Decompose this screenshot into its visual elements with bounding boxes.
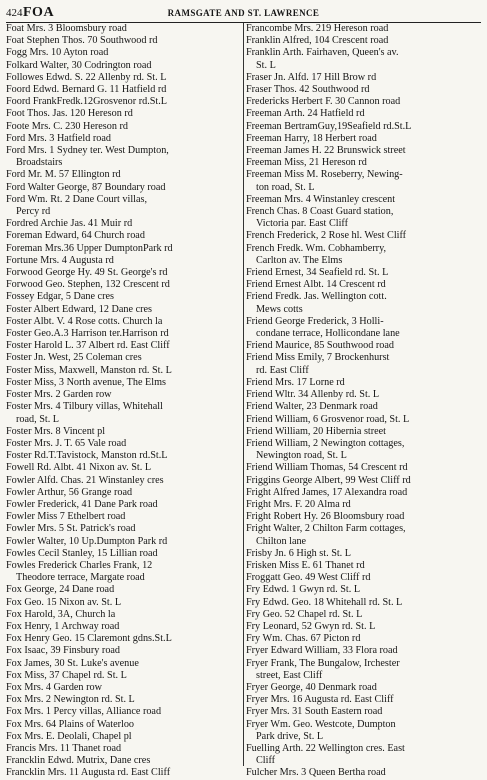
entry-continuation: St. L	[256, 59, 276, 71]
directory-entry: Friend William Thomas, 54 Crescent rd	[246, 462, 408, 474]
directory-entry: Friend Miss Emily, 7 Brockenhurst	[246, 352, 390, 364]
directory-entry: Fraser Thos. 42 Southwood rd	[246, 84, 370, 96]
entry-continuation: Newington road, St. L	[256, 450, 347, 462]
directory-entry: French Frederick, 2 Rose hl. West Cliff	[246, 230, 407, 242]
directory-entry: Fowler Frederick, 41 Dane Park road	[6, 498, 158, 510]
directory-entry: Friend Ernest, 34 Seafield rd. St. L	[246, 267, 389, 279]
directory-entry: Francklin Edwd. Mutrix, Dane cres	[6, 755, 151, 767]
directory-entry: Fry Wm. Chas. 67 Picton rd	[246, 633, 361, 645]
entry-continuation: Mews cotts	[256, 303, 303, 315]
directory-entry: Fox Mrs. E. Deolali, Chapel pl	[6, 730, 132, 742]
directory-entry: Fry Geo. 52 Chapel rd. St. L	[246, 608, 363, 620]
directory-entry: Fryer Mrs. 31 South Eastern road	[246, 706, 383, 718]
directory-entry: Friend Ernest Albt. 14 Crescent rd	[246, 279, 386, 291]
column-divider	[243, 23, 244, 766]
directory-entry: Ford Walter George, 87 Boundary road	[6, 181, 166, 193]
directory-entry: Foster Miss, 3 North avenue, The Elms	[6, 376, 166, 388]
directory-entry: Franklin Arth. Fairhaven, Queen's av.	[246, 47, 399, 59]
directory-entry: Friend Walter, 23 Denmark road	[246, 401, 378, 413]
directory-entry: Foord FrankFredk.12Grosvenor rd.St.L	[6, 96, 168, 108]
entry-continuation: Percy rd	[16, 206, 51, 218]
directory-entry: Froggatt Geo. 49 West Cliff rd	[246, 572, 371, 584]
directory-entry: Folkard Walter, 30 Codrington road	[6, 59, 152, 71]
directory-entry: Foord Edwd. Bernard G. 11 Hatfield rd	[6, 84, 167, 96]
entry-continuation: rd. East Cliff	[256, 364, 309, 376]
directory-entry: Fuelling Arth. 22 Wellington cres. East	[246, 742, 405, 754]
directory-entry: Fowell Rd. Albt. 41 Nixon av. St. L	[6, 462, 152, 474]
directory-entry: Fry Leonard, 52 Gwyn rd. St. L	[246, 620, 376, 632]
directory-entry: Fox Harold, 3A, Church la	[6, 608, 116, 620]
directory-entry: Fordred Archie Jas. 41 Muir rd	[6, 218, 133, 230]
directory-entry: Friend William, 6 Grosvenor road, St. L	[246, 413, 410, 425]
directory-entry: Fredericks Herbert F. 30 Cannon road	[246, 96, 401, 108]
entry-continuation: street, East Cliff	[256, 669, 323, 681]
directory-entry: Fox Mrs. 4 Garden row	[6, 681, 102, 693]
directory-entry: Fryer Wm. Geo. Westcote, Dumpton	[246, 718, 396, 730]
directory-entry: Fox James, 30 St. Luke's avenue	[6, 657, 139, 669]
directory-entry: Fryer George, 40 Denmark road	[246, 681, 377, 693]
directory-entry: Foster Mrs. J. T. 65 Vale road	[6, 437, 127, 449]
directory-entry: Foat Mrs. 3 Bloomsbury road	[6, 23, 127, 34]
directory-entry: Foster Miss, Maxwell, Manston rd. St. L	[6, 364, 172, 376]
directory-entry: Foster Mrs. 2 Garden row	[6, 389, 112, 401]
directory-entry: Friend Fredk. Jas. Wellington cott.	[246, 291, 387, 303]
directory-entry: Fox Mrs. 1 Percy villas, Alliance road	[6, 706, 162, 718]
directory-entry: Freeman Miss M. Roseberry, Newing-	[246, 169, 403, 181]
directory-entry: Foote Mrs. C. 230 Hereson rd	[6, 120, 128, 132]
directory-entry: Fowles Frederick Charles Frank, 12	[6, 559, 153, 571]
directory-entry: Fryer Mrs. 16 Augusta rd. East Cliff	[246, 694, 394, 706]
entry-continuation: Cliff	[256, 755, 276, 767]
entry-continuation: Chilton lane	[256, 535, 307, 547]
page-number: 424	[6, 7, 23, 19]
directory-entry: Fossey Edgar, 5 Dane cres	[6, 291, 114, 303]
directory-entry: Ford Mrs. 3 Hatfield road	[6, 132, 111, 144]
directory-entry: Friend Wltr. 34 Allenby rd. St. L	[246, 389, 380, 401]
directory-entry: Friend Maurice, 85 Southwood road	[246, 340, 394, 352]
directory-entry: Francis Mrs. 11 Thanet road	[6, 742, 122, 754]
directory-entry: Foot Thos. Jas. 120 Hereson rd	[6, 108, 133, 120]
directory-entry: Foreman Edward, 64 Church road	[6, 230, 145, 242]
right-column	[246, 23, 482, 779]
directory-entry: Freeman Mrs. 4 Winstanley crescent	[246, 193, 396, 205]
directory-entry: Fox Miss, 37 Chapel rd. St. L	[6, 669, 127, 681]
directory-entry: Fowler Miss 7 Ethelbert road	[6, 511, 126, 523]
directory-entry: French Fredk. Wm. Cobhamberry,	[246, 242, 387, 254]
directory-entry: Frisken Miss E. 61 Thanet rd	[246, 559, 365, 571]
directory-entry: Foster Mrs. 4 Tilbury villas, Whitehall	[6, 401, 163, 413]
directory-entry: Fryer Frank, The Bungalow, Irchester	[246, 657, 400, 669]
directory-entry: Freeman Miss, 21 Hereson rd	[246, 157, 367, 169]
directory-entry: Fogg Mrs. 10 Ayton road	[6, 47, 109, 59]
directory-entry: Fox Geo. 15 Nixon av. St. L	[6, 596, 122, 608]
directory-entry: Freeman Harry, 18 Herbert road	[246, 132, 377, 144]
page-header	[6, 6, 481, 23]
directory-entry: Fox Henry Geo. 15 Claremont gdns.St.L	[6, 633, 172, 645]
directory-entry: Frisby Jn. 6 High st. St. L	[246, 547, 352, 559]
directory-entry: Followes Edwd. S. 22 Allenby rd. St. L	[6, 71, 167, 83]
directory-entry: Francombe Mrs. 219 Hereson road	[246, 23, 389, 34]
directory-entry: Fox Henry, 1 Archway road	[6, 620, 120, 632]
entry-continuation: Victoria par. East Cliff	[256, 218, 348, 230]
directory-entry: Freeman James H. 22 Brunswick street	[246, 145, 406, 157]
directory-entry: Fulcher Mrs. 3 Queen Bertha road	[246, 767, 386, 779]
entry-continuation: condane terrace, Hollicondane lane	[256, 328, 400, 340]
directory-entry: Foat Stephen Thos. 70 Southwood rd	[6, 35, 158, 47]
directory-entry: Freeman BertramGuy,19Seafield rd.St.L	[246, 120, 412, 132]
directory-entry: Fright Alfred James, 17 Alexandra road	[246, 486, 408, 498]
directory-entry: Fox George, 24 Dane road	[6, 584, 115, 596]
directory-entry: Fryer Edward William, 33 Flora road	[246, 645, 398, 657]
directory-entry: Foster Jn. West, 25 Coleman cres	[6, 352, 142, 364]
directory-entry: Foster Rd.T.Tavistock, Manston rd.St.L	[6, 450, 168, 462]
directory-entry: Fry Edwd. 1 Gwyn rd. St. L	[246, 584, 361, 596]
directory-entry: Foster Mrs. 8 Vincent pl	[6, 425, 106, 437]
directory-entry: Ford Mr. M. 57 Ellington rd	[6, 169, 121, 181]
running-title: FOA	[23, 5, 55, 20]
directory-entry: Fowler Walter, 10 Up.Dumpton Park rd	[6, 535, 168, 547]
entry-continuation: Carlton av. The Elms	[256, 254, 343, 266]
directory-entry: Fright Robert Hy. 26 Bloomsbury road	[246, 511, 405, 523]
directory-entry: Foster Harold L. 37 Albert rd. East Cliff	[6, 340, 170, 352]
directory-entry: Friend William, 2 Newington cottages,	[246, 437, 405, 449]
directory-entry: Forwood George Hy. 49 St. George's rd	[6, 267, 168, 279]
directory-entry: Fortune Mrs. 4 Augusta rd	[6, 254, 114, 266]
directory-entry: Fright Walter, 2 Chilton Farm cottages,	[246, 523, 406, 535]
entry-continuation: Theodore terrace, Margate road	[16, 572, 145, 584]
directory-entry: Foster Albt. V. 4 Rose cotts. Church la	[6, 315, 163, 327]
entry-continuation: ton road, St. L	[256, 181, 315, 193]
entry-continuation: Park drive, St. L	[256, 730, 324, 742]
directory-entry: Foster Albert Edward, 12 Dane cres	[6, 303, 152, 315]
directory-entry: Fowler Alfd. Chas. 21 Winstanley cres	[6, 474, 164, 486]
directory-entry: Ford Wm. Rt. 2 Dane Court villas,	[6, 193, 148, 205]
directory-entry: Friend Mrs. 17 Lorne rd	[246, 376, 345, 388]
directory-entry: Fraser Jn. Alfd. 17 Hill Brow rd	[246, 71, 377, 83]
entry-continuation: Broadstairs	[16, 157, 63, 169]
directory-entry: Fowles Cecil Stanley, 15 Lillian road	[6, 547, 158, 559]
directory-entry: French Chas. 8 Coast Guard station,	[246, 206, 394, 218]
section-title: RAMSGATE AND ST. LAWRENCE	[167, 8, 320, 18]
directory-entry: Forwood Geo. Stephen, 132 Crescent rd	[6, 279, 170, 291]
directory-entry: Friggins George Albert, 99 West Cliff rd	[246, 474, 411, 486]
directory-entry: Foster Geo.A.3 Harrison ter.Harrison rd	[6, 328, 169, 340]
left-column	[6, 23, 242, 779]
directory-entry: Fry Edwd. Geo. 18 Whitehall rd. St. L	[246, 596, 403, 608]
directory-entry: Friend William, 20 Hibernia street	[246, 425, 387, 437]
directory-entry: Freeman Arth. 24 Hatfield rd	[246, 108, 365, 120]
directory-entry: Fright Mrs. F. 20 Alma rd	[246, 498, 351, 510]
directory-entry: Fox Isaac, 39 Finsbury road	[6, 645, 121, 657]
directory-entry: Friend George Frederick, 3 Holli-	[246, 315, 384, 327]
directory-entry: Ford Mrs. 1 Sydney ter. West Dumpton,	[6, 145, 169, 157]
directory-entry: Fowler Mrs. 5 St. Patrick's road	[6, 523, 136, 535]
directory-entry: Foreman Mrs.36 Upper DumptonPark rd	[6, 242, 173, 254]
directory-entry: Fox Mrs. 2 Newington rd. St. L	[6, 694, 135, 706]
entry-continuation: road, St. L	[16, 413, 60, 425]
directory-entry: Francklin Mrs. 11 Augusta rd. East Cliff	[6, 767, 171, 779]
directory-entry: Fowler Arthur, 56 Grange road	[6, 486, 133, 498]
directory-entry: Franklin Alfred, 104 Crescent road	[246, 35, 389, 47]
directory-entry: Fox Mrs. 64 Plains of Waterloo	[6, 718, 135, 730]
